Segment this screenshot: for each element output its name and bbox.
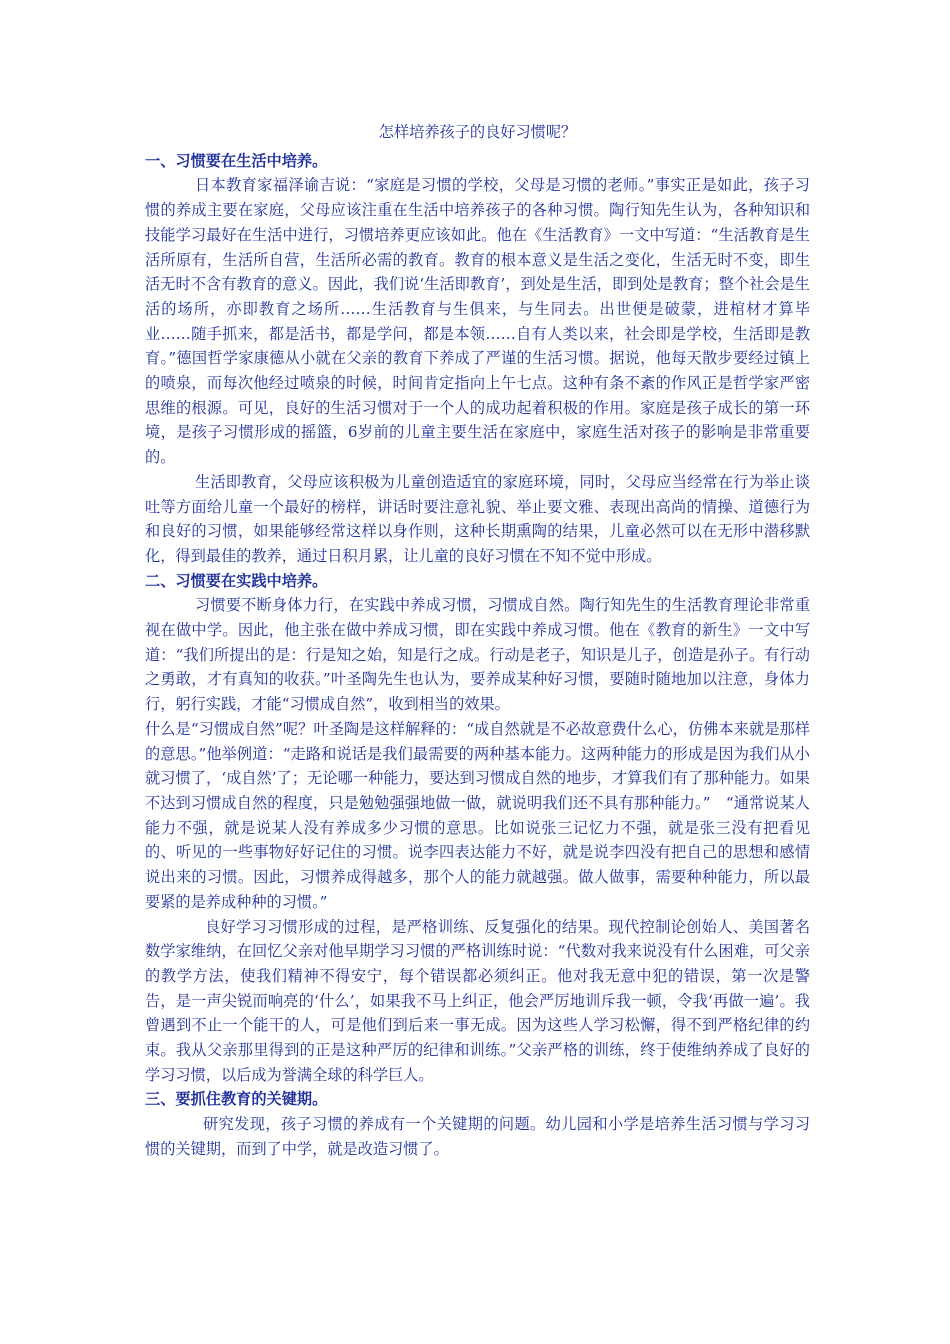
- paragraph: 生活即教育，父母应该积极为儿童创造适宜的家庭环境，同时，父母应当经常在行为举止谈吐等方面给儿童一个最好的榜样，讲话时要注意礼貌、举止要文雅、表现出高尚的情操、道德行为和良好的习惯，如果能够经常这样以身作则，这种长期熏陶的结果，儿童必然可以在无形中潜移默化，得到最佳的教养，通过日积月累，让儿童的良好习惯在不知不觉中形成。: [145, 472, 810, 565]
- paragraph: 研究发现，孩子习惯的养成有一个关键期的问题。幼儿园和小学是培养生活习惯与学习习惯的关键期，而到了中学，就是改造习惯了。: [145, 1115, 810, 1158]
- paragraph: 习惯要不断身体力行，在实践中养成习惯，习惯成自然。陶行知先生的生活教育理论非常重视在做中学。因此，他主张在做中养成习惯，即在实践中养成习惯。他在《教育的新生》一文中写道：“我们所提出的是：行是知之始，知是行之成。行动是老子，知识是儿子，创造是孙子。有行动之勇敢，才有真知的收获。”叶圣陶先生也认为，要养成某种好习惯，要随时随地加以注意，身体力行，躬行实践，才能“习惯成自然”，收到相当的效果。: [145, 596, 810, 714]
- document-page: [145, 120, 810, 1162]
- section-heading: 三、要抓住教育的关键期。: [145, 1090, 328, 1109]
- section-heading: 一、习惯要在生活中培养。: [145, 151, 328, 170]
- paragraph: 良好学习习惯形成的过程，是严格训练、反复强化的结果。现代控制论创始人、美国著名数学家维纳，在回忆父亲对他早期学习习惯的严格训练时说：“代数对我来说没有什么困难，可父亲的教学方法，使我们精神不得安宁，每个错误都必须纠正。他对我无意中犯的错误，第一次是警告，是一声尖锐而响亮的‘什么’，如果我不马上纠正，他会严厉地训斥我一顿，令我‘再做一遍’。我曾遇到不止一个能干的人，可是他们到后来一事无成。因为这些人学习松懈，得不到严格纪律的约束。我从父亲那里得到的正是这种严厉的纪律和训练。”父亲严格的训练，终于使维纳养成了良好的学习习惯，以后成为誉满全球的科学巨人。: [145, 917, 810, 1084]
- paragraph: 日本教育家福泽谕吉说：“家庭是习惯的学校，父母是习惯的老师。”事实正是如此，孩子习惯的养成主要在家庭，父母应该注重在生活中培养孩子的各种习惯。陶行知先生认为，各种知识和技能学习最好在生活中进行，习惯培养更应该如此。他在《生活教育》一文中写道：“生活教育是生活所原有，生活所自营，生活所必需的教育。教育的根本意义是生活之变化，生活无时不变，即生活无时不含有教育的意义。因此，我们说‘生活即教育’，到处是生活，即到处是教育；整个社会是生活的场所，亦即教育之场所……生活教育与生俱来，与生同去。出世便是破蒙，进棺材才算毕业……随手抓来，都是活书，都是学问，都是本领……自有人类以来，社会即是学校，生活即是教育。”德国哲学家康德从小就在父亲的教育下养成了严谨的生活习惯。据说，他每天散步要经过镇上的喷泉，而每次他经过喷泉的时候，时间肯定指向上午七点。这种有条不紊的作风正是哲学家严密思维的根源。可见，良好的生活习惯对于一个人的成功起着积极的作用。家庭是孩子成长的第一环境，是孩子习惯形成的摇篮，6岁前的儿童主要生活在家庭中，家庭生活对孩子的影响是非常重要的。: [145, 176, 810, 467]
- paragraph: 什么是“习惯成自然”呢？叶圣陶是这样解释的：“成自然就是不必故意费什么心，仿佛本来就是那样的意思。”他举例道：“走路和说话是我们最需要的两种基本能力。这两种能力的形成是因为我们从小就习惯了，‘成自然’了；无论哪一种能力，要达到习惯成自然的地步，才算我们有了那种能力。如果不达到习惯成自然的程度，只是勉勉强强地做一做，就说明我们还不具有那种能力。” “通常说某人能力不强，就是说某人没有养成多少习惯的意思。比如说张三记忆力不强，就是张三没有把看见的、听见的一些事物好好记住的习惯。说李四表达能力不好，就是说李四没有把自己的思想和感情说出来的习惯。因此，习惯养成得越多，那个人的能力就越强。做人做事，需要种种能力，所以最要紧的是养成种种的习惯。”: [145, 719, 810, 911]
- section-heading: 二、习惯要在实践中培养。: [145, 571, 328, 590]
- document-title: 怎样培养孩子的良好习惯呢？: [378, 123, 577, 141]
